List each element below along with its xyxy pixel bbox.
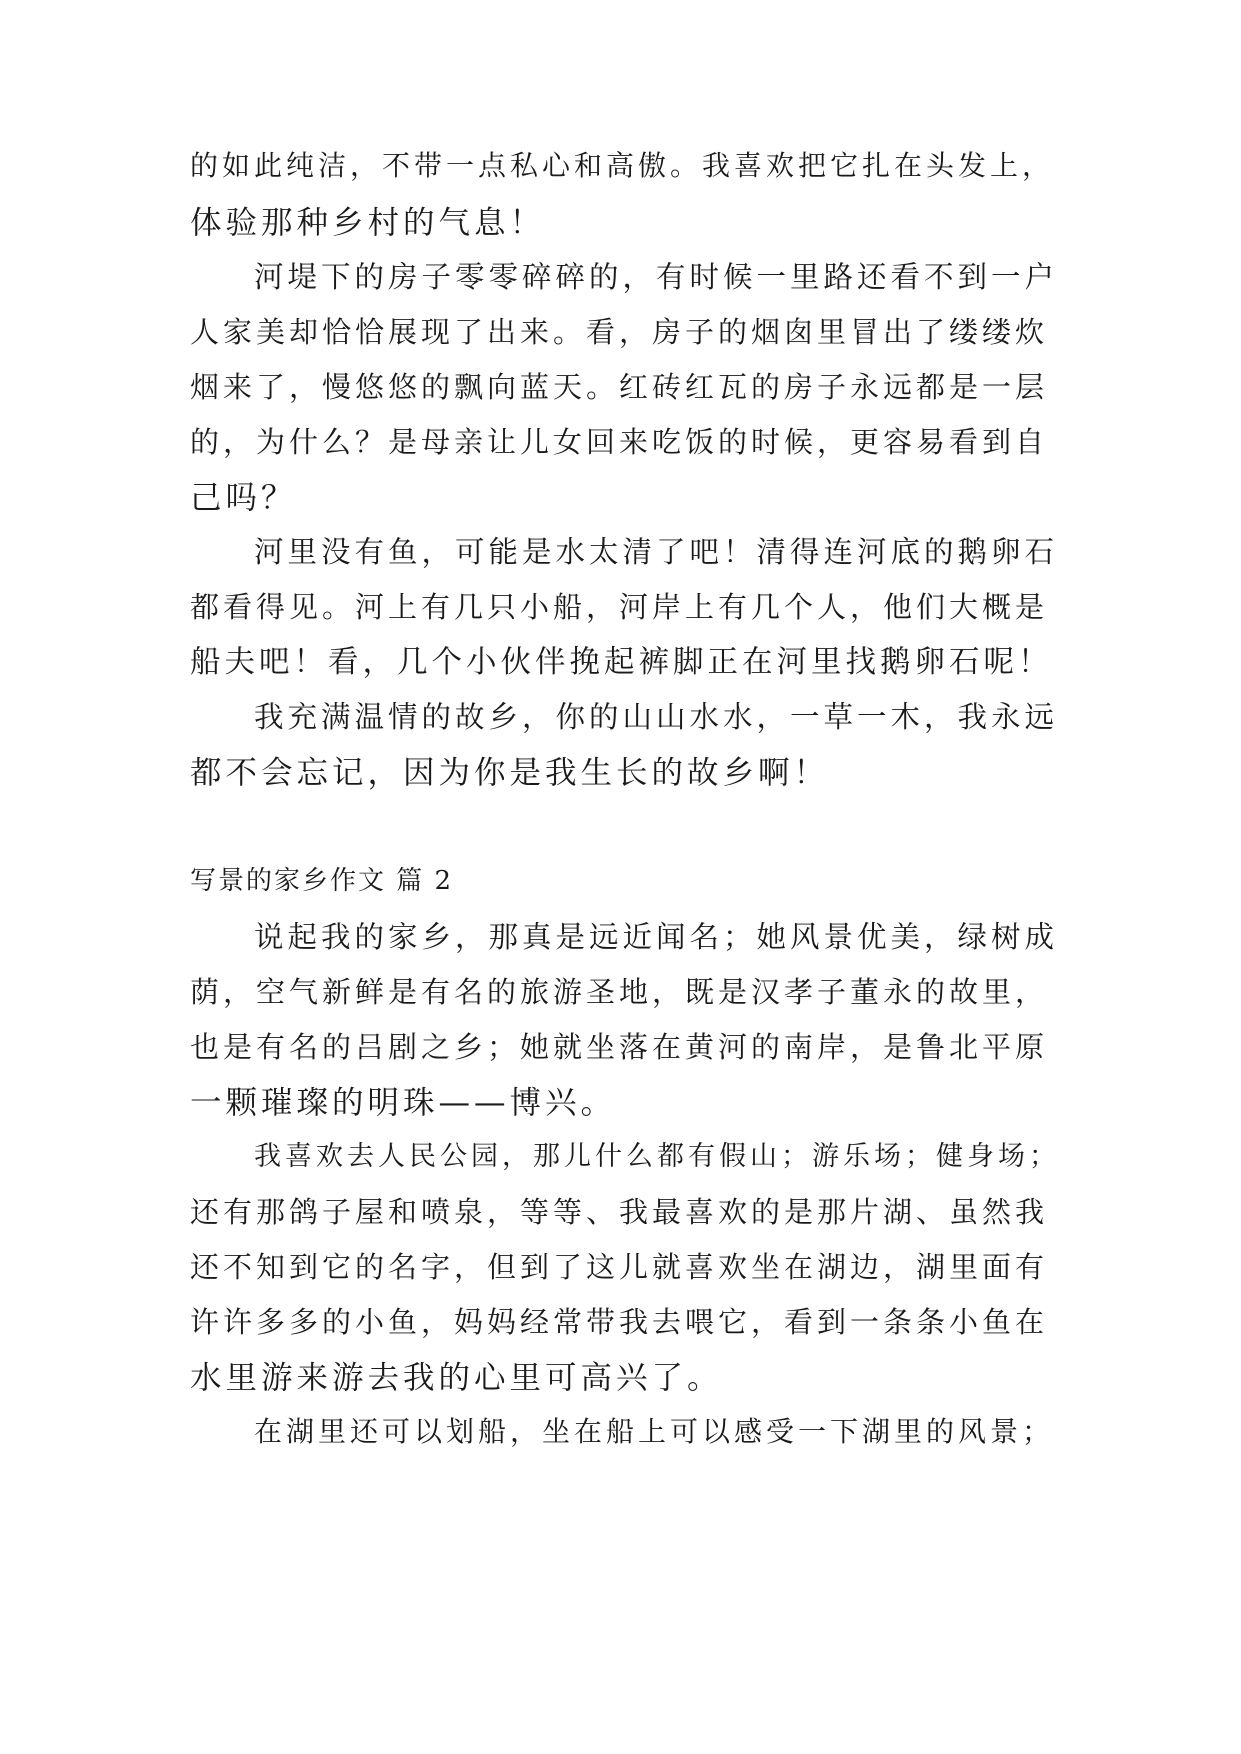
text-line: 烟来了，慢悠悠的飘向蓝天。红砖红瓦的房子永远都是一层 xyxy=(190,370,1049,404)
text-line: 一颗璀璨的明珠——博兴。 xyxy=(190,1085,617,1121)
text-line: 还有那鸽子屋和喷泉，等等、我最喜欢的是那片湖、虽然我 xyxy=(190,1195,1049,1229)
text-line: 水里游来游去我的心里可高兴了。 xyxy=(190,1360,723,1396)
text-line: 还不知到它的名字，但到了这儿就喜欢坐在湖边，湖里面有 xyxy=(190,1250,1049,1284)
text-line: 都不会忘记，因为你是我生长的故乡啊！ xyxy=(190,755,830,791)
text-line: 河堤下的房子零零碎碎的，有时候一里路还看不到一户 xyxy=(254,260,1059,294)
text-line: 船夫吧！看，几个小伙伴挽起裤脚正在河里找鹅卵石呢！ xyxy=(190,645,1053,680)
text-line: 我充满温情的故乡，你的山山水水，一草一木，我永远 xyxy=(254,700,1059,734)
text-line: 体验那种乡村的气息！ xyxy=(190,205,546,241)
text-line: 河里没有鱼，可能是水太清了吧！清得连河底的鹅卵石 xyxy=(254,535,1059,569)
text-line: 说起我的家乡，那真是远近闻名；她风景优美，绿树成 xyxy=(254,920,1059,954)
text-line: 荫，空气新鲜是有名的旅游圣地，既是汉孝子董永的故里， xyxy=(190,975,1049,1009)
text-line: 己吗？ xyxy=(190,480,297,516)
text-line: 人家美却恰恰展现了出来。看，房子的烟囱里冒出了缕缕炊 xyxy=(190,315,1049,349)
text-line: 的如此纯洁，不带一点私心和高傲。我喜欢把它扎在头发上， xyxy=(190,149,1055,182)
text-line: 也是有名的吕剧之乡；她就坐落在黄河的南岸，是鲁北平原 xyxy=(190,1030,1049,1064)
text-line: 都看得见。河上有几只小船，河岸上有几个人，他们大概是 xyxy=(190,590,1049,624)
text-line: 的，为什么？是母亲让儿女回来吃饭的时候，更容易看到自 xyxy=(190,425,1049,459)
section-heading: 写景的家乡作文 篇 2 xyxy=(190,866,454,896)
text-line: 我喜欢去人民公园，那儿什么都有假山；游乐场；健身场； xyxy=(254,1141,1060,1172)
text-line: 许许多多的小鱼，妈妈经常带我去喂它，看到一条条小鱼在 xyxy=(190,1305,1049,1339)
text-line: 在湖里还可以划船，坐在船上可以感受一下湖里的风景； xyxy=(254,1415,1055,1448)
